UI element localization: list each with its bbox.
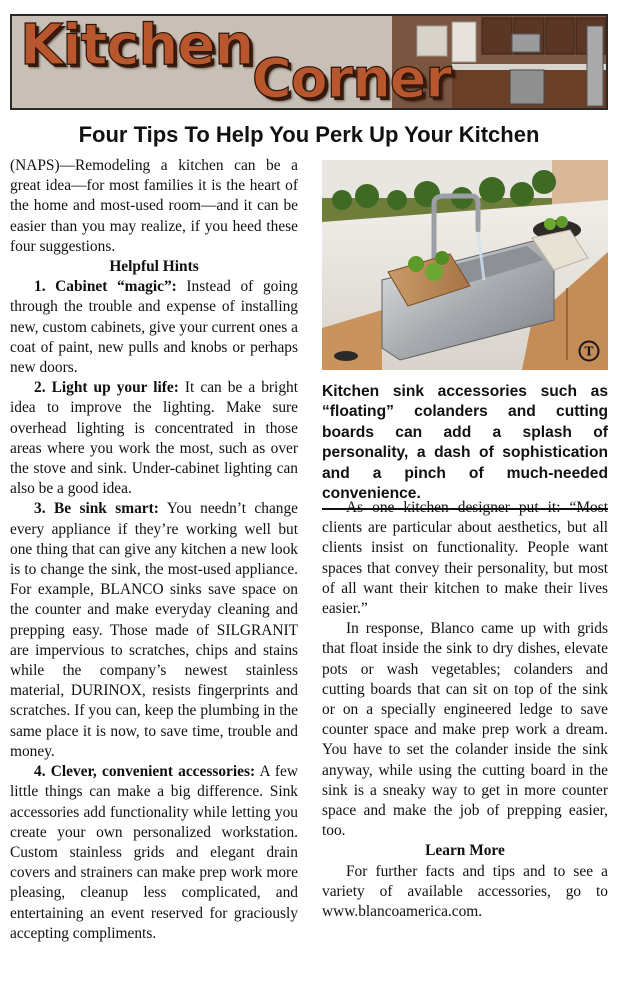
kitchen-sink-photo <box>322 160 608 370</box>
logo-word-kitchen: Kitchen <box>20 14 254 78</box>
tip-4-paragraph <box>10 762 298 944</box>
logo-word-corner: Corner <box>252 47 452 110</box>
intro-paragraph: (NAPS)—Remodeling a kitchen can be a great idea—for most families it is the heart of the home and most-used room—and it can be easier than you may realize, if you heed these four suggestions. <box>10 157 298 255</box>
tip-2-paragraph <box>10 378 298 499</box>
kitchen-corner-banner <box>10 14 608 110</box>
badge-letter: T <box>584 344 594 359</box>
tip-1-body: Instead of going through the trouble and expense of installing new, custom cabinets, give your current ones a coat of paint, new pulls and knobs or perhaps new doors. <box>10 278 298 377</box>
tip-2-body: It can be a bright idea to improve the lighting. Make sure overhead lighting is concentrated in those areas where you work the most, such as over the stove and sink. Under-cabinet lighting can also be a good idea. <box>10 379 298 498</box>
learn-more-subhead: Learn More <box>425 842 505 860</box>
tip-1-title: 1. Cabinet “magic”: <box>34 278 177 296</box>
learn-more-paragraph: For further facts and tips and to see a variety of available accessories, go to www.blancoamerica.com. <box>322 862 608 921</box>
tip-2-title: 2. Light up your life: <box>34 379 179 397</box>
right-column <box>322 498 608 922</box>
article-headline: Four Tips To Help You Perk Up Your Kitchen <box>78 122 540 147</box>
kitchen-sink-illustration <box>322 160 608 370</box>
tip-4-title: 4. Clever, convenient accessories: <box>34 763 256 781</box>
designer-quote-paragraph: As one kitchen designer put it: “Most clients are particular about aesthetics, but all clients insist on functionality. People want spaces that convey their personality, but most of all want their kitchen to make their lives easier.” <box>322 499 608 618</box>
tip-3-title: 3. Be sink smart: <box>34 500 159 518</box>
response-paragraph: In response, Blanco came up with grids that float inside the sink to dry dishes, elevate pots or wash vegetables; colanders and cutting boards that can sit on top of the sink or on a specially engineered ledge to save counter space and make prep work a dream. You have to set the colander inside the sink anyway, while using the cutting board in the sink is a sneaky way to get in more counter space and make the job of prepping easier, too. <box>322 620 608 840</box>
tip-3-body: You needn’t change every appliance if they’re working well but one thing that can give any kitchen a new look is to change the sink, the most-used appliance. For example, BLANCO sinks save space on the counter and make everyday cleaning and prepping easy. Those made of SILGRANIT are impervious to scratches, chips and stains while the company’s newest stainless material, DURINOX, resists fingerprints and scratches. If you can, keep the plumbing in the same place it is now, to save time, trouble and money. <box>10 500 299 760</box>
tribune-badge-icon <box>578 340 600 362</box>
tip-1-paragraph <box>10 277 298 378</box>
left-column <box>10 156 298 944</box>
tip-3-paragraph <box>10 499 298 762</box>
tip-4-body: A few little things can make a big difference. Sink accessories add functionality while letting you create your own personalized workstation. Custom stainless grids and elegant drain covers and strainers can make prep work more pleasing, cleanup less complicated, and entertaining an event reserved for graciously accepting compliments. <box>10 763 298 942</box>
helpful-hints-subhead: Helpful Hints <box>109 258 199 276</box>
photo-caption: Kitchen sink accessories such as “floating” colanders and cutting boards can add a splash of personality, a dash of sophistication and a pinch of much-needed convenience. <box>322 382 608 510</box>
